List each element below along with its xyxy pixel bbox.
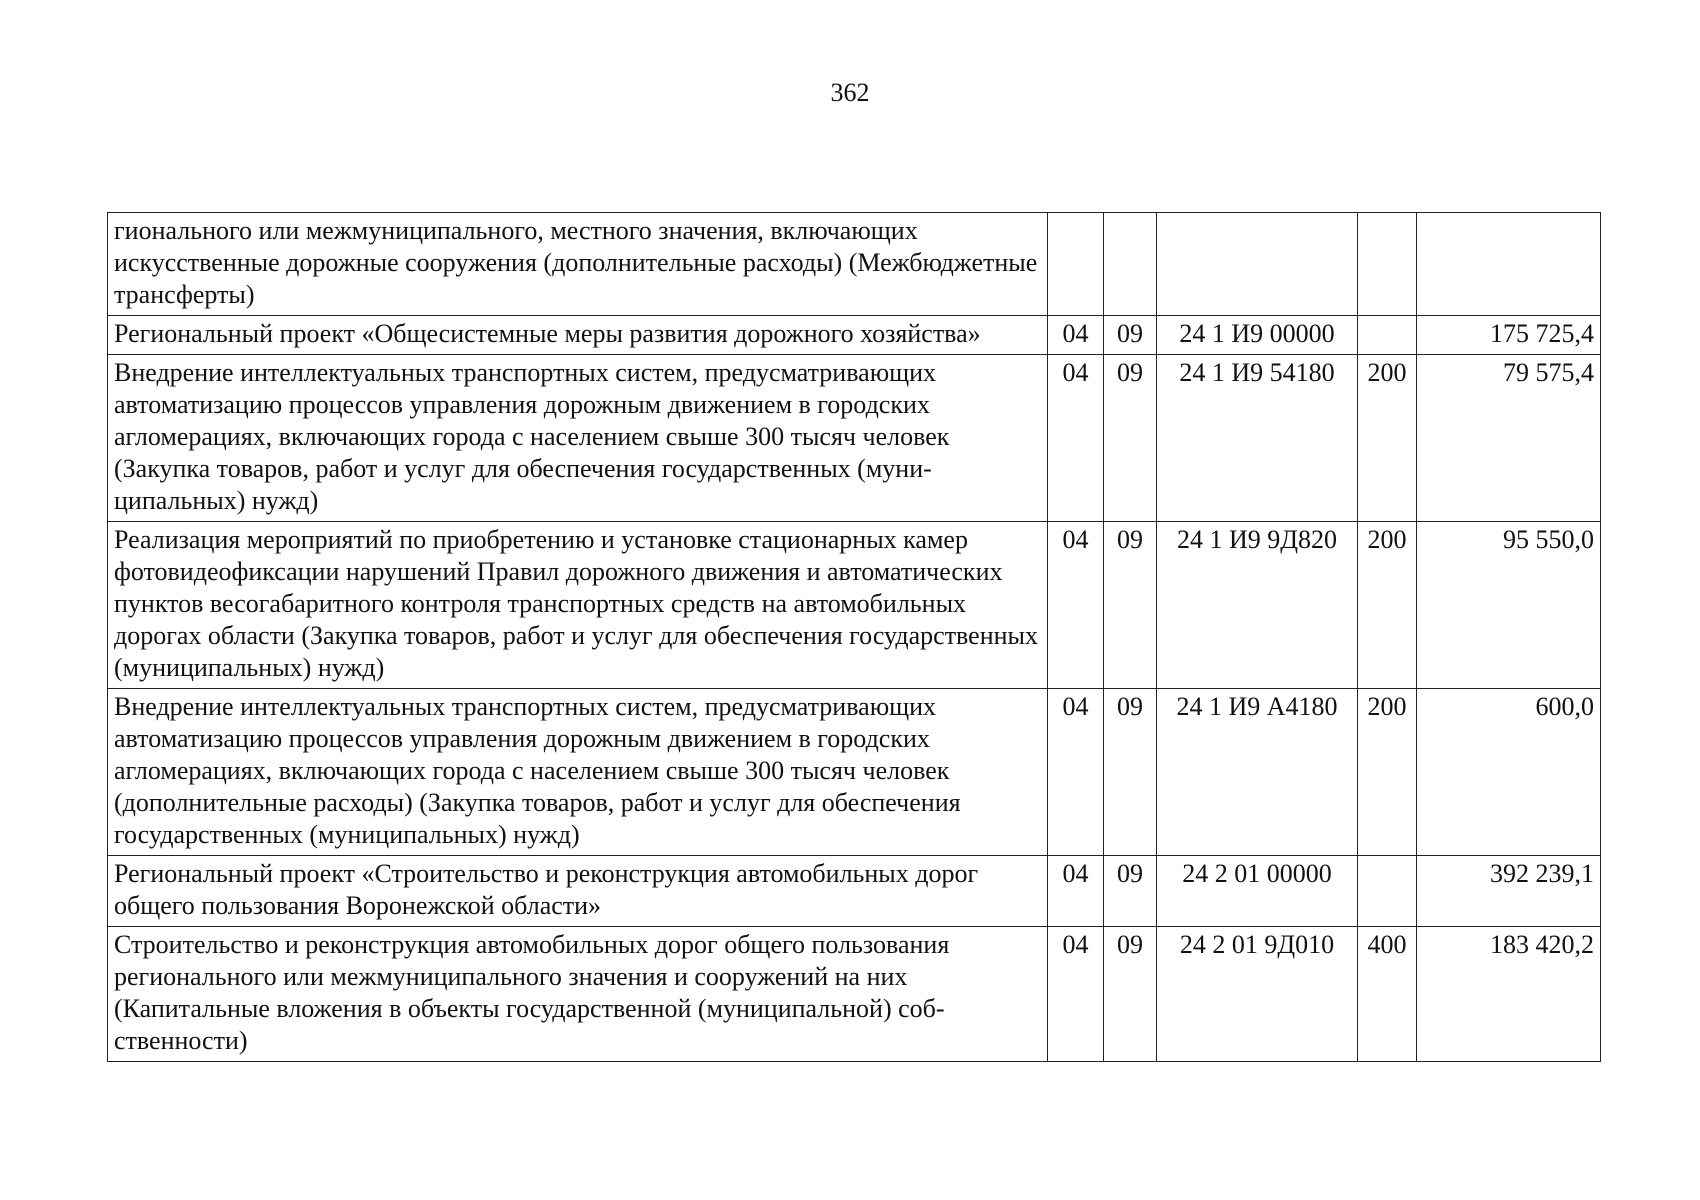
row-amount: 79 575,4 (1417, 355, 1601, 522)
row-expense-type: 400 (1358, 927, 1417, 1062)
row-amount: 175 725,4 (1417, 316, 1601, 355)
row-expense-type (1358, 316, 1417, 355)
row-subsection-code: 09 (1104, 856, 1157, 927)
table-row (108, 522, 1601, 689)
row-description: гионального или межмуниципального, местного значения, включающих искусственные дорожные сооружения (дополнительные расходы) (Межбюджетные трансферты) (108, 213, 1048, 316)
page-number: 362 (830, 78, 870, 107)
row-subsection-code: 09 (1104, 522, 1157, 689)
row-target-article: 24 1 И9 9Д820 (1157, 522, 1358, 689)
row-subsection-code: 09 (1104, 927, 1157, 1062)
row-amount (1417, 213, 1601, 316)
row-description: Региональный проект «Строительство и реконструкция автомобильных дорог общего пользования Воронежской области» (108, 856, 1048, 927)
table-row (108, 927, 1601, 1062)
row-description: Внедрение интеллектуальных транспортных систем, предусматривающих автоматизацию процессов управления дорожным движением в городских агломерациях, включающих города с населением свыше 300 тысяч человек (Закупка товаров, работ и услуг для обеспечения государственных (муниципальных) нужд) (108, 355, 1048, 522)
row-target-article: 24 1 И9 А4180 (1157, 689, 1358, 856)
row-target-article: 24 1 И9 54180 (1157, 355, 1358, 522)
row-section-code: 04 (1048, 689, 1104, 856)
row-target-article: 24 1 И9 00000 (1157, 316, 1358, 355)
table-row (108, 213, 1601, 316)
row-subsection-code (1104, 213, 1157, 316)
table-row (108, 689, 1601, 856)
row-target-article (1157, 213, 1358, 316)
row-description: Внедрение интеллектуальных транспортных систем, предусматривающих автоматизацию процессов управления дорожным движением в городских агломерациях, включающих города с населением свыше 300 тысяч человек (дополнительные расходы) (Закупка товаров, работ и услуг для обеспечения государственных (муниципальных) нужд) (108, 689, 1048, 856)
row-subsection-code: 09 (1104, 355, 1157, 522)
row-section-code: 04 (1048, 856, 1104, 927)
row-section-code: 04 (1048, 355, 1104, 522)
row-section-code: 04 (1048, 316, 1104, 355)
row-expense-type: 200 (1358, 522, 1417, 689)
row-expense-type: 200 (1358, 689, 1417, 856)
row-subsection-code: 09 (1104, 689, 1157, 856)
row-subsection-code: 09 (1104, 316, 1157, 355)
row-expense-type (1358, 856, 1417, 927)
budget-table (107, 212, 1601, 1062)
table-row (108, 316, 1601, 355)
row-target-article: 24 2 01 00000 (1157, 856, 1358, 927)
table-row (108, 355, 1601, 522)
row-amount: 600,0 (1417, 689, 1601, 856)
row-expense-type (1358, 213, 1417, 316)
row-amount: 95 550,0 (1417, 522, 1601, 689)
row-amount: 183 420,2 (1417, 927, 1601, 1062)
row-amount: 392 239,1 (1417, 856, 1601, 927)
row-description: Реализация мероприятий по приобретению и установке стационарных камер фотовидеофиксации нарушений Правил дорожного движения и автоматических пунктов весогабаритного контроля транспортных средств на автомобильных дорогах области (Закупка товаров, работ и услуг для обеспечения государственных (муниципальных) нужд) (108, 522, 1048, 689)
row-expense-type: 200 (1358, 355, 1417, 522)
row-target-article: 24 2 01 9Д010 (1157, 927, 1358, 1062)
row-section-code: 04 (1048, 522, 1104, 689)
row-section-code (1048, 213, 1104, 316)
row-description: Строительство и реконструкция автомобильных дорог общего пользования регионального или межмуниципального значения и сооружений на них (Капитальные вложения в объекты государственной (муниципальной) собственности) (108, 927, 1048, 1062)
row-description: Региональный проект «Общесистемные меры развития дорожного хозяйства» (108, 316, 1048, 355)
row-section-code: 04 (1048, 927, 1104, 1062)
table-row (108, 856, 1601, 927)
